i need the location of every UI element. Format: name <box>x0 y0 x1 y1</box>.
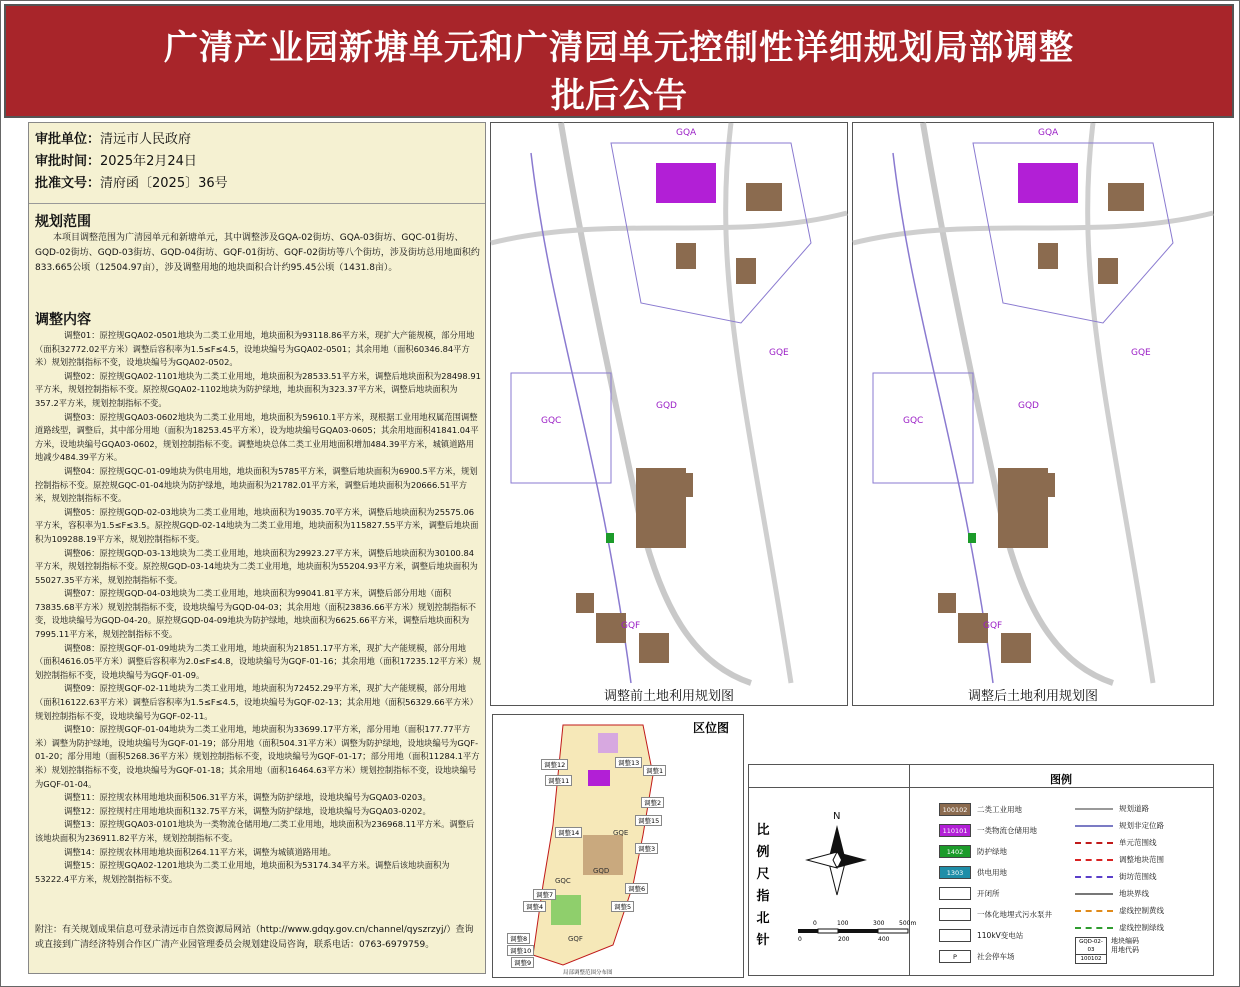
approval-doc-label: 批准文号： <box>35 176 101 191</box>
legend-label: 开闭所 <box>977 889 1000 898</box>
code-sample-top: GQD-02-03 <box>1076 938 1106 955</box>
legend-line <box>1075 825 1113 827</box>
text-panel <box>28 122 486 974</box>
adjust-item: 调整14：原控规农林用地地块面积264.11平方米，调整为城镇道路用地。 <box>64 846 336 857</box>
zone-label: GQC <box>903 416 924 426</box>
scale-tick: 500m <box>899 920 917 927</box>
zone-label: GQF <box>983 621 1003 631</box>
scale-tick: 100 <box>837 920 849 927</box>
legend-item <box>939 929 1023 942</box>
location-tag: 调整7 <box>533 889 556 900</box>
legend-swatch <box>939 887 971 900</box>
location-tag: 调整10 <box>507 945 534 956</box>
legend-label: 社会停车场 <box>977 952 1015 961</box>
zone-label: GQE <box>1131 348 1151 358</box>
map-after-drawing <box>853 123 1213 683</box>
legend-line <box>1075 893 1113 895</box>
zone-label: GQA <box>1038 128 1059 138</box>
divider <box>29 203 485 204</box>
legend-label: 虚线控制黄线 <box>1119 906 1164 915</box>
legend-item <box>1075 905 1164 916</box>
legend-label: 一体化地埋式污水泵井 <box>977 910 1052 919</box>
zone-label: GQF <box>621 621 641 631</box>
legend-label: 规划非定位路 <box>1119 821 1164 830</box>
svg-text:GQF: GQF <box>568 935 583 943</box>
location-tag: 调整11 <box>545 775 572 786</box>
scale-side-text: 比例尺指北针 <box>756 823 770 948</box>
location-tag: 调整14 <box>555 827 582 838</box>
legend-item <box>939 845 1007 858</box>
code-label-top: 地块编码 <box>1111 937 1139 945</box>
page-title: 广清产业园新塘单元和广清园单元控制性详细规划局部调整 <box>164 28 1074 68</box>
scope-text: 本项目调整范围为广清园单元和新塘单元，其中调整涉及GQA-02街坊、GQA-03街坊、GQC-01街坊、GQD-02街坊、GQD-03街坊、GQD-04街坊、GQF-01街坊、GQF-02街坊等八个街坊，涉及街坊总用地面积约833.665公顷（12504.97亩），涉及调整用地的地块面积合计约95.45公顷（1431.8亩）。 <box>35 233 480 273</box>
legend-swatch: 110101 <box>939 824 971 837</box>
location-tag: 调整13 <box>615 757 642 768</box>
scale-tick: 0 <box>813 920 817 927</box>
adjust-item: 调整08：原控规GQF-01-09地块为二类工业用地，地块面积为21851.17平方米，现扩大产能规模，部分用地（面积4616.05平方米）调整后容积率为2.0≤F≤4.8，设地块编号为GQF-01-16；其余用地（面积17235.12平方米）规划控制指标不变，设地块编号为GQF-01-09。 <box>35 642 481 680</box>
location-tag: 调整2 <box>641 797 664 808</box>
adjust-item: 调整11：原控规农林用地地块面积506.31平方米，调整为防护绿地，设地块编号为GQA03-0203。 <box>64 792 431 803</box>
adjust-item: 调整01：原控规GQA02-0501地块为二类工业用地，地块面积为93118.86平方米，现扩大产能规模，部分用地（面积32772.02平方米）调整后容积率为1.5≤F≤4.5，设地块编号为GQA02-0501；其余用地（面积60346.84平方米）规划控制指标不变，设地块编号为GQA02-0502。 <box>35 330 475 368</box>
legend-swatch: 100102 <box>939 803 971 816</box>
legend-line <box>1075 842 1113 844</box>
approval-unit: 清远市人民政府 <box>100 132 192 147</box>
zone-label: GQD <box>1018 401 1039 411</box>
adjust-item: 调整12：原控规村庄用地地块面积132.75平方米，调整为防护绿地，设地块编号为GQA03-0202。 <box>64 805 431 816</box>
legend-line <box>1075 808 1113 810</box>
location-tag: 调整5 <box>611 901 634 912</box>
code-label-bottom: 用地代码 <box>1111 946 1139 954</box>
scale-tick: 200 <box>838 936 850 943</box>
zone-label: GQA <box>676 128 697 138</box>
legend-panel <box>748 764 1214 976</box>
location-tag: 调整12 <box>541 759 568 770</box>
adjust-item: 调整09：原控规GQF-02-11地块为二类工业用地，地块面积为72452.29平方米，现扩大产能规模，部分用地（面积16122.63平方米）调整后容积率为1.5≤F≤4.5，设地块编号为GQF-02-13；其余用地（面积56329.66平方米）规划控制指标不变，设地块编号为GQF-02-11。 <box>35 683 478 721</box>
legend-item <box>1075 837 1157 848</box>
adjust-item: 调整13：原控规GQA03-0101地块为一类物流仓储用地/二类工业用地，地块面积为236968.11平方米。调整后该地块面积为236911.82平方米，规划控制指标不变。 <box>35 819 475 843</box>
legend-item <box>939 887 1000 900</box>
location-tag: 调整1 <box>643 765 666 776</box>
legend-swatch <box>939 929 971 942</box>
legend-item <box>939 908 1052 921</box>
page-subtitle: 批后公告 <box>551 76 687 116</box>
legend-line <box>1075 910 1113 912</box>
approval-time-label: 审批时间： <box>35 154 101 169</box>
location-tag: 调整4 <box>523 901 546 912</box>
adjust-heading: 调整内容 <box>35 312 91 328</box>
legend-item <box>939 803 1022 816</box>
legend-item <box>1075 888 1149 899</box>
adjust-list <box>35 329 481 886</box>
legend-item <box>1075 922 1164 933</box>
location-tag: 调整8 <box>507 933 530 944</box>
legend-label: 地块界线 <box>1119 889 1149 898</box>
code-sample-bottom: 100102 <box>1080 956 1102 962</box>
map-before-label: 调整前土地利用规划图 <box>603 689 734 704</box>
legend-label: 规划道路 <box>1119 804 1149 813</box>
legend-item <box>939 950 1015 963</box>
legend-line <box>1075 876 1113 878</box>
adjust-item: 调整02：原控规GQA02-1101地块为二类工业用地，地块面积为28533.51平方米，调整后地块面积为28498.91平方米，规划控制指标不变。原控规GQA02-1102地块为防护绿地，地块面积为323.37平方米，调整后地块面积为357.2平方米，规划控制指标不变。 <box>35 370 481 408</box>
map-after <box>852 122 1214 706</box>
adjust-item: 调整06：原控规GQD-03-13地块为二类工业用地，地块面积为29923.27平方米，调整后地块面积为30100.84平方米，规划控制指标不变。原控规GQD-03-14地块为二类工业用地，地块面积为55204.93平方米，调整后地块面积为55027.35平方米，规划控制指标不变。 <box>35 547 478 585</box>
legend-swatch <box>939 908 971 921</box>
map-before-drawing <box>491 123 847 683</box>
location-tag: 调整15 <box>635 815 662 826</box>
legend-item <box>939 866 1007 879</box>
approval-meta <box>35 129 228 195</box>
title-banner <box>4 4 1234 118</box>
legend-label: 单元范围线 <box>1119 838 1157 847</box>
adjust-item: 调整15：原控规GQA02-1201地块为二类工业用地，地块面积为53174.34平方米。调整后该地块面积为53222.4平方米，规划控制指标不变。 <box>35 860 450 884</box>
svg-text:GQE: GQE <box>613 829 629 837</box>
legend-label: 虚线控制绿线 <box>1119 923 1164 932</box>
legend-label: 防护绿地 <box>977 847 1007 856</box>
legend-item <box>1075 871 1157 882</box>
scope-heading: 规划范围 <box>35 214 91 230</box>
north-label: N <box>833 811 841 822</box>
adjust-item: 调整03：原控规GQA03-0602地块为二类工业用地，地块面积为59610.1平方米，现根据工业用地权属范围调整道路线型，调整后，其中部分用地（面积为18253.45平方米），设为地块编号GQA03-0605；其余用地面积41841.04平方米，设地块编号GQA03-0602，规划控制指标不变。调整地块总体二类工业用地面积增加484.39平方米，城镇道路用地减少484.39平方米。 <box>35 411 479 463</box>
zone-label: GQE <box>769 348 789 358</box>
legend-item <box>939 824 1037 837</box>
legend-line <box>1075 927 1113 929</box>
location-caption: 局部调整范围分布图 <box>563 970 613 976</box>
legend-item <box>1075 854 1164 865</box>
legend-rule <box>749 787 1213 788</box>
footnote: 附注：有关规划成果信息可登录清远市自然资源局网站（http://www.gdqy.gov.cn/channel/qyszrzyj/）查询或直接到广清经济特别合作区广清产业园管理委员会规划建设局咨询，联系电话：0763-6979759。 <box>35 925 474 950</box>
map-after-label: 调整后土地利用规划图 <box>967 689 1098 704</box>
svg-text:GQD: GQD <box>593 867 610 875</box>
legend-label: 调整地块范围 <box>1119 855 1164 864</box>
scale-bar <box>793 909 917 949</box>
scale-tick: 0 <box>798 936 802 943</box>
approval-time: 2025年2月24日 <box>100 154 197 169</box>
location-title: 区位图 <box>693 721 730 735</box>
code-sample <box>1075 937 1107 964</box>
location-tag: 调整9 <box>511 957 534 968</box>
location-map <box>492 714 744 978</box>
north-arrow-icon <box>797 805 877 925</box>
scale-tick: 300 <box>873 920 885 927</box>
adjust-item: 调整04：原控规GQC-01-09地块为供电用地，地块面积为5785平方米，调整后地块面积为6900.5平方米，规划控制指标不变。原控规GQC-01-04地块为防护绿地，地块面积为21782.01平方米，调整后地块面积为20666.51平方米，规划控制指标不变。 <box>35 465 478 504</box>
adjust-item: 调整07：原控规GQD-04-03地块为二类工业用地，地块面积为99041.81平方米，调整后部分用地（面积73835.68平方米）规划控制指标不变，设地块编号为GQD-04-03；其余用地（面积23836.66平方米）规划控制指标不变，设地块编号为GQD-04-20。原控规GQD-04-09地块为防护绿地，地块面积为6625.66平方米，调整后地块面积为7995.11平方米，规划控制指标不变。 <box>35 588 476 640</box>
scale-tick: 400 <box>878 936 890 943</box>
code-sample-labels <box>1111 937 1139 955</box>
legend-line <box>1075 859 1113 861</box>
legend-label: 供电用地 <box>977 868 1007 877</box>
location-drawing <box>493 715 743 977</box>
legend-label: 二类工业用地 <box>977 805 1022 814</box>
legend-swatch: 1303 <box>939 866 971 879</box>
legend-label: 街坊范围线 <box>1119 872 1157 881</box>
legend-title: 图例 <box>1050 773 1072 786</box>
legend-item <box>1075 820 1164 831</box>
zone-label: GQC <box>541 416 562 426</box>
legend-label: 110kV变电站 <box>977 931 1024 940</box>
location-tag: 调整6 <box>625 883 648 894</box>
approval-doc: 清府函〔2025〕36号 <box>100 176 228 191</box>
legend-item <box>1075 803 1149 814</box>
adjust-item: 调整05：原控规GQD-02-03地块为二类工业用地，地块面积为19035.70平方米，调整后地块面积为25575.06平方米，容积率为1.5≤F≤3.5。原控规GQD-02-14地块为二类工业用地，地块面积为115827.55平方米，调整后地块面积为109288.19平方米，规划控制指标不变。 <box>35 506 479 544</box>
legend-label: 一类物流仓储用地 <box>977 826 1037 835</box>
zone-label: GQD <box>656 401 677 411</box>
legend-swatch: P <box>939 950 971 963</box>
location-tag: 调整3 <box>635 843 658 854</box>
approval-unit-label: 审批单位： <box>35 132 101 147</box>
adjust-item: 调整10：原控规GQF-01-04地块为二类工业用地，地块面积为33699.17平方米，部分用地（面积177.77平方米）调整为防护绿地，设地块编号为GQF-01-19；部分用地（面积504.31平方米）调整为防护绿地，设地块编号为GQF-01-20；部分用地（面积5268.36平方米）规划控制指标不变，设地块编号为GQF-01-17；部分用地（面积11284.1平方米）规划控制指标不变，设地块编号为GQF-01-18；其余用地（面积16464.63平方米）规划控制指标不变，设地块编号为GQF-01-04。 <box>35 724 480 789</box>
svg-text:GQC: GQC <box>555 877 571 885</box>
legend-swatch: 1402 <box>939 845 971 858</box>
map-before <box>490 122 848 706</box>
